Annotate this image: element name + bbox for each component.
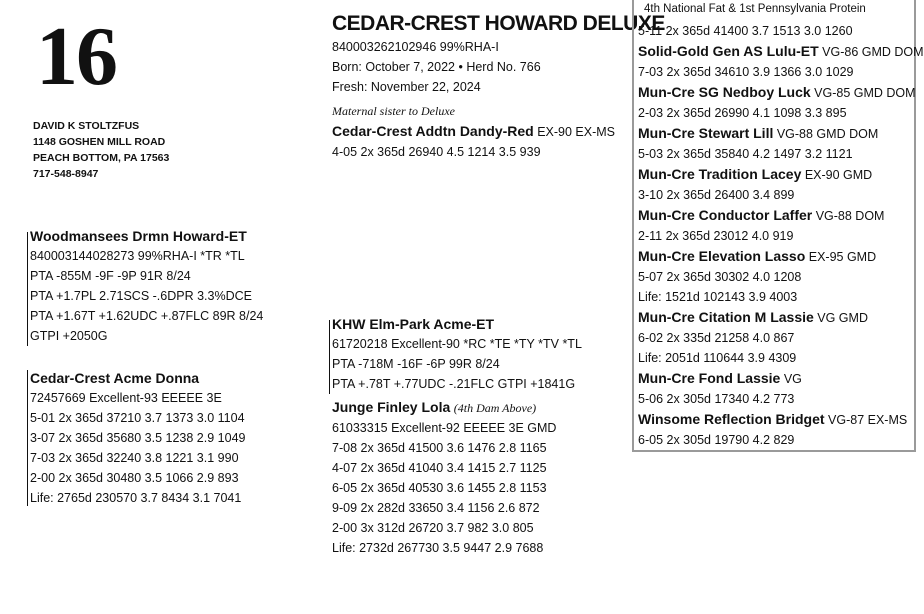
- family-entry-title: VG-85 GMD DOM: [810, 86, 916, 100]
- family-entry-record: 3-10 2x 365d 26400 3.4 899: [638, 188, 795, 202]
- family-entry-title: VG-88 GMD DOM: [773, 127, 879, 141]
- family-entry-record: 6-02 2x 335d 21258 4.0 867: [638, 331, 795, 345]
- second-dam-record: 6-05 2x 365d 40530 3.6 1455 2.8 1153: [332, 481, 547, 495]
- dam-bracket: [27, 370, 28, 506]
- sire-of-dam-bracket: [329, 320, 330, 394]
- sire-line: PTA -855M -9F -9P 91R 8/24: [30, 269, 191, 283]
- family-entry-lifetime: Life: 2051d 110644 3.9 4309: [638, 351, 797, 365]
- family-entry-title: EX-90 GMD: [801, 168, 873, 182]
- second-dam-block: [332, 397, 556, 558]
- sire-of-dam-name: KHW Elm-Park Acme-ET: [332, 316, 495, 332]
- maternal-sister: [332, 101, 615, 162]
- second-dam-name: Junge Finley Lola: [332, 399, 451, 415]
- family-entry-record: 5-03 2x 365d 35840 4.2 1497 3.2 1121: [638, 147, 853, 161]
- family-entry-name: Mun-Cre SG Nedboy Luck: [638, 84, 811, 100]
- animal-born: Born: October 7, 2022 • Herd No. 766: [332, 60, 541, 74]
- sire-name: Woodmansees Drmn Howard-ET: [30, 228, 247, 244]
- dam-record: 7-03 2x 365d 32240 3.8 1221 3.1 990: [30, 451, 239, 465]
- animal-registration: 840003262102946 99%RHA-I: [332, 40, 499, 54]
- sire-of-dam-line: 61720218 Excellent-90 *RC *TE *TY *TV *TL: [332, 337, 582, 351]
- second-dam-record: 9-09 2x 282d 33650 3.4 1156 2.6 872: [332, 501, 540, 515]
- consignor-name: DAVID K STOLTZFUS: [33, 120, 140, 132]
- dam-record: Life: 2765d 230570 3.7 8434 3.1 7041: [30, 491, 242, 505]
- family-entry-title: VG-86 GMD DOM: [818, 45, 924, 59]
- family-entry-record: 5-07 2x 365d 30302 4.0 1208: [638, 270, 802, 284]
- second-dam-registration: 61033315 Excellent-92 EEEEE 3E GMD: [332, 421, 557, 435]
- sire-block: [30, 226, 263, 346]
- family-entry-name: Mun-Cre Stewart Lill: [638, 125, 774, 141]
- family-box-list: [638, 21, 924, 450]
- family-entry-name: Solid-Gold Gen AS Lulu-ET: [638, 43, 819, 59]
- consignor-phone: 717-548-8947: [33, 168, 99, 180]
- maternal-sister-name: Cedar-Crest Addtn Dandy-Red: [332, 123, 534, 139]
- family-entry-title: VG: [780, 372, 802, 386]
- dam-registration: 72457669 Excellent-93 EEEEE 3E: [30, 391, 222, 405]
- second-dam-record: Life: 2732d 267730 3.5 9447 2.9 7688: [332, 541, 544, 555]
- maternal-sister-record: 4-05 2x 365d 26940 4.5 1214 3.5 939: [332, 145, 541, 159]
- family-entry-lifetime: Life: 1521d 102143 3.9 4003: [638, 290, 798, 304]
- dam-record: 5-01 2x 365d 37210 3.7 1373 3.0 1104: [30, 411, 245, 425]
- maternal-sister-note: Maternal sister to Deluxe: [332, 104, 455, 118]
- family-entry-title: EX-95 GMD: [805, 250, 877, 264]
- animal-details: [332, 37, 541, 97]
- sire-of-dam-line: PTA -718M -16F -6P 99R 8/24: [332, 357, 500, 371]
- family-entry-record: 5-06 2x 305d 17340 4.2 773: [638, 392, 795, 406]
- sire-line: 840003144028273 99%RHA-I *TR *TL: [30, 249, 245, 263]
- family-entry-name: Winsome Reflection Bridget: [638, 411, 825, 427]
- family-entry-name: Mun-Cre Fond Lassie: [638, 370, 781, 386]
- sire-line: GTPI +2050G: [30, 329, 108, 343]
- family-entry-title: VG GMD: [813, 311, 868, 325]
- dam-record: 2-00 2x 365d 30480 3.5 1066 2.9 893: [30, 471, 239, 485]
- dam-name: Cedar-Crest Acme Donna: [30, 370, 200, 386]
- family-top-record: 5-11 2x 365d 41400 3.7 1513 3.0 1260: [638, 24, 853, 38]
- dam-record: 3-07 2x 365d 35680 3.5 1238 2.9 1049: [30, 431, 246, 445]
- family-entry-name: Mun-Cre Conductor Laffer: [638, 207, 813, 223]
- second-dam-note: (4th Dam Above): [453, 401, 537, 415]
- consignor-address: 1148 GOSHEN MILL ROAD: [33, 136, 166, 148]
- family-entry-name: Mun-Cre Elevation Lasso: [638, 248, 806, 264]
- second-dam-record: 7-08 2x 365d 41500 3.6 1476 2.8 1165: [332, 441, 547, 455]
- consignor-city: PEACH BOTTOM, PA 17563: [33, 152, 170, 164]
- family-entry-title: VG-87 EX-MS: [824, 413, 908, 427]
- consignor-block: [33, 118, 169, 182]
- family-entry-record: 2-11 2x 365d 23012 4.0 919: [638, 229, 794, 243]
- family-entry-name: Mun-Cre Tradition Lacey: [638, 166, 802, 182]
- family-entry-record: 6-05 2x 305d 19790 4.2 829: [638, 433, 795, 447]
- family-entry-record: 7-03 2x 365d 34610 3.9 1366 3.0 1029: [638, 65, 854, 79]
- family-entry-record: 2-03 2x 365d 26990 4.1 1098 3.3 895: [638, 106, 847, 120]
- family-entry-title: VG-88 DOM: [812, 209, 885, 223]
- family-entry-name: Mun-Cre Citation M Lassie: [638, 309, 814, 325]
- sire-of-dam-block: [332, 314, 582, 394]
- sire-line: PTA +1.67T +1.62UDC +.87FLC 89R 8/24: [30, 309, 264, 323]
- dam-block: [30, 368, 245, 508]
- maternal-sister-title: EX-90 EX-MS: [533, 125, 616, 139]
- animal-name: CEDAR-CREST HOWARD DELUXE: [332, 12, 665, 35]
- sire-line: PTA +1.7PL 2.71SCS -.6DPR 3.3%DCE: [30, 289, 252, 303]
- animal-fresh: Fresh: November 22, 2024: [332, 80, 481, 94]
- sire-of-dam-line: PTA +.78T +.77UDC -.21FLC GTPI +1841G: [332, 377, 576, 391]
- lot-number: 16: [36, 10, 116, 103]
- sire-bracket: [27, 232, 28, 346]
- family-box-header: 4th National Fat & 1st Pennsylvania Protein: [644, 3, 866, 15]
- second-dam-record: 4-07 2x 365d 41040 3.4 1415 2.7 1125: [332, 461, 547, 475]
- second-dam-record: 2-00 3x 312d 26720 3.7 982 3.0 805: [332, 521, 534, 535]
